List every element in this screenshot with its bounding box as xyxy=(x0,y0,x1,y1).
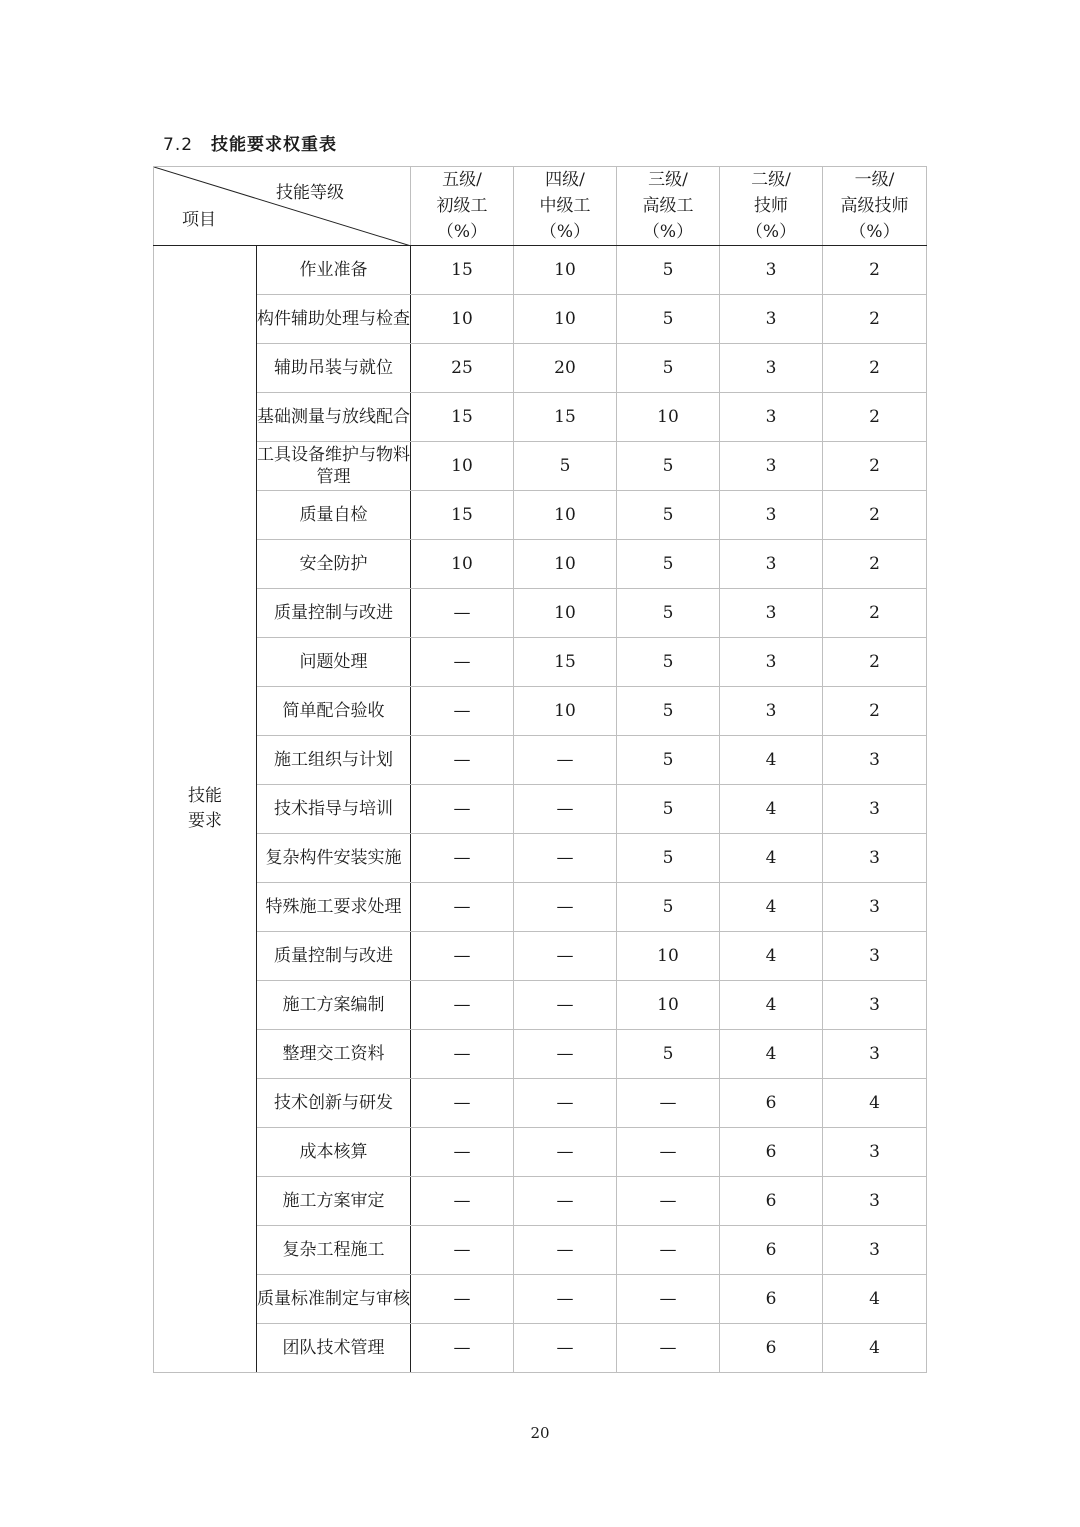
skill-item-cell: 技术创新与研发 xyxy=(257,1079,411,1128)
skill-item-cell: 施工方案编制 xyxy=(257,981,411,1030)
weight-cell: 15 xyxy=(411,491,514,540)
weight-cell: 2 xyxy=(823,540,927,589)
skill-item-cell: 施工方案审定 xyxy=(257,1177,411,1226)
table-row xyxy=(154,1030,927,1079)
table-row xyxy=(154,589,927,638)
weight-cell: — xyxy=(411,785,514,834)
skill-item-cell: 安全防护 xyxy=(257,540,411,589)
weight-cell: — xyxy=(514,932,617,981)
weight-cell: 3 xyxy=(823,785,927,834)
section-title xyxy=(163,130,337,155)
group-label-skill-requirements: 技能 要求 xyxy=(154,246,257,1373)
weight-cell: — xyxy=(514,1226,617,1275)
weight-cell: — xyxy=(411,834,514,883)
skill-item-cell: 质量标准制定与审核 xyxy=(257,1275,411,1324)
weight-cell: 10 xyxy=(514,540,617,589)
weight-cell: 4 xyxy=(720,834,823,883)
skill-item-cell: 复杂构件安装实施 xyxy=(257,834,411,883)
table-row xyxy=(154,540,927,589)
table-row xyxy=(154,393,927,442)
weight-cell: 10 xyxy=(617,932,720,981)
weight-cell: — xyxy=(411,736,514,785)
weight-cell: 2 xyxy=(823,687,927,736)
skill-item-cell: 辅助吊装与就位 xyxy=(257,344,411,393)
weight-cell: 3 xyxy=(823,883,927,932)
weight-cell: — xyxy=(514,1324,617,1373)
skill-item-cell: 施工组织与计划 xyxy=(257,736,411,785)
weight-cell: 4 xyxy=(823,1324,927,1373)
weight-cell: — xyxy=(411,981,514,1030)
header-level-2: 二级/ 技师 （%） xyxy=(720,167,823,246)
table-row xyxy=(154,1079,927,1128)
corner-label-item: 项目 xyxy=(182,210,216,230)
weight-cell: 10 xyxy=(514,687,617,736)
weight-cell: 3 xyxy=(823,1030,927,1079)
weight-cell: 25 xyxy=(411,344,514,393)
weight-cell: 2 xyxy=(823,442,927,491)
weight-cell: 2 xyxy=(823,638,927,687)
weight-cell: 5 xyxy=(617,834,720,883)
weight-cell: — xyxy=(514,1128,617,1177)
weight-cell: 5 xyxy=(617,736,720,785)
weight-cell: — xyxy=(514,981,617,1030)
weight-cell: 3 xyxy=(823,1226,927,1275)
weight-cell: 3 xyxy=(720,442,823,491)
weight-cell: 10 xyxy=(617,981,720,1030)
weight-cell: 4 xyxy=(823,1275,927,1324)
weight-cell: — xyxy=(617,1177,720,1226)
weight-cell: — xyxy=(411,1177,514,1226)
page-number: 20 xyxy=(530,1424,550,1442)
skill-item-cell: 整理交工资料 xyxy=(257,1030,411,1079)
weight-cell: 5 xyxy=(617,246,720,295)
weight-cell: 3 xyxy=(720,687,823,736)
weight-cell: 10 xyxy=(514,491,617,540)
weight-cell: 2 xyxy=(823,393,927,442)
weight-cell: 10 xyxy=(514,295,617,344)
skill-item-cell: 简单配合验收 xyxy=(257,687,411,736)
weight-cell: — xyxy=(617,1324,720,1373)
weight-cell: — xyxy=(411,638,514,687)
table-row xyxy=(154,1226,927,1275)
weight-cell: 10 xyxy=(514,589,617,638)
weight-cell: 10 xyxy=(617,393,720,442)
corner-label-skill-level: 技能等级 xyxy=(276,183,344,203)
weight-cell: 10 xyxy=(514,246,617,295)
weight-cell: 2 xyxy=(823,295,927,344)
weight-cell: 3 xyxy=(823,1177,927,1226)
weight-cell: — xyxy=(514,1030,617,1079)
weight-cell: 4 xyxy=(720,932,823,981)
weight-cell: 3 xyxy=(823,981,927,1030)
table-row xyxy=(154,687,927,736)
weight-cell: 4 xyxy=(720,785,823,834)
weight-cell: 5 xyxy=(617,295,720,344)
weight-cell: — xyxy=(514,1079,617,1128)
weight-cell: 3 xyxy=(720,393,823,442)
weight-cell: 5 xyxy=(514,442,617,491)
skill-item-cell: 技术指导与培训 xyxy=(257,785,411,834)
weight-cell: 4 xyxy=(720,736,823,785)
weight-cell: — xyxy=(617,1128,720,1177)
weight-cell: 10 xyxy=(411,442,514,491)
weight-cell: 2 xyxy=(823,246,927,295)
weight-cell: 6 xyxy=(720,1128,823,1177)
weight-cell: 6 xyxy=(720,1324,823,1373)
weight-cell: 4 xyxy=(823,1079,927,1128)
weight-cell: 3 xyxy=(720,589,823,638)
weight-cell: 4 xyxy=(720,981,823,1030)
weight-cell: 10 xyxy=(411,295,514,344)
weight-cell: 5 xyxy=(617,344,720,393)
table-row xyxy=(154,1128,927,1177)
skill-item-cell: 质量自检 xyxy=(257,491,411,540)
weight-cell: — xyxy=(411,1128,514,1177)
weight-cell: 3 xyxy=(720,540,823,589)
table-row xyxy=(154,883,927,932)
skill-item-cell: 团队技术管理 xyxy=(257,1324,411,1373)
weight-cell: — xyxy=(514,1275,617,1324)
weight-cell: 2 xyxy=(823,344,927,393)
weight-cell: 5 xyxy=(617,442,720,491)
weight-cell: — xyxy=(514,785,617,834)
weight-cell: 6 xyxy=(720,1177,823,1226)
skill-item-cell: 复杂工程施工 xyxy=(257,1226,411,1275)
table-row xyxy=(154,491,927,540)
weight-cell: — xyxy=(411,687,514,736)
weight-cell: 5 xyxy=(617,638,720,687)
skill-item-cell: 质量控制与改进 xyxy=(257,932,411,981)
table-row xyxy=(154,295,927,344)
weight-cell: 4 xyxy=(720,883,823,932)
table-row xyxy=(154,1324,927,1373)
weight-cell: — xyxy=(411,1079,514,1128)
skill-item-cell: 工具设备维护与物料管理 xyxy=(257,442,411,491)
table-row xyxy=(154,785,927,834)
weight-cell: 5 xyxy=(617,687,720,736)
table-row xyxy=(154,736,927,785)
header-corner-cell xyxy=(154,167,411,246)
weight-cell: 6 xyxy=(720,1079,823,1128)
weight-cell: — xyxy=(411,1030,514,1079)
weight-cell: 20 xyxy=(514,344,617,393)
weight-cell: — xyxy=(411,1226,514,1275)
weight-cell: 5 xyxy=(617,540,720,589)
section-heading: 技能要求权重表 xyxy=(211,135,338,155)
header-level-5: 五级/ 初级工 （%） xyxy=(411,167,514,246)
weight-cell: 5 xyxy=(617,491,720,540)
weight-cell: 3 xyxy=(720,638,823,687)
weight-cell: 3 xyxy=(720,344,823,393)
table-row xyxy=(154,246,927,295)
skill-item-cell: 特殊施工要求处理 xyxy=(257,883,411,932)
header-level-1: 一级/ 高级技师 （%） xyxy=(823,167,927,246)
section-number: 7.2 xyxy=(163,135,194,155)
header-row xyxy=(154,167,927,246)
weight-cell: — xyxy=(617,1079,720,1128)
header-level-4: 四级/ 中级工 （%） xyxy=(514,167,617,246)
weight-cell: — xyxy=(411,932,514,981)
weight-cell: — xyxy=(411,883,514,932)
weight-cell: 5 xyxy=(617,883,720,932)
table-row xyxy=(154,638,927,687)
skill-item-cell: 构件辅助处理与检查 xyxy=(257,295,411,344)
weight-cell: — xyxy=(514,736,617,785)
weight-cell: 15 xyxy=(514,393,617,442)
weight-cell: — xyxy=(514,834,617,883)
weight-cell: 5 xyxy=(617,589,720,638)
weight-cell: 5 xyxy=(617,785,720,834)
table-row xyxy=(154,344,927,393)
weight-cell: — xyxy=(411,1275,514,1324)
skill-item-cell: 问题处理 xyxy=(257,638,411,687)
weight-cell: 2 xyxy=(823,589,927,638)
weight-cell: 4 xyxy=(720,1030,823,1079)
weight-cell: 3 xyxy=(823,834,927,883)
table-row xyxy=(154,932,927,981)
weight-cell: 3 xyxy=(823,736,927,785)
weight-cell: — xyxy=(617,1226,720,1275)
weight-cell: 6 xyxy=(720,1275,823,1324)
weight-cell: 15 xyxy=(411,393,514,442)
weight-cell: 3 xyxy=(720,246,823,295)
weight-cell: — xyxy=(411,1324,514,1373)
weight-cell: 6 xyxy=(720,1226,823,1275)
skill-item-cell: 质量控制与改进 xyxy=(257,589,411,638)
weight-cell: — xyxy=(617,1275,720,1324)
weight-cell: 3 xyxy=(823,932,927,981)
table-row xyxy=(154,1275,927,1324)
header-level-3: 三级/ 高级工 （%） xyxy=(617,167,720,246)
table-row xyxy=(154,981,927,1030)
weight-cell: — xyxy=(514,1177,617,1226)
weight-cell: 3 xyxy=(823,1128,927,1177)
skill-item-cell: 基础测量与放线配合 xyxy=(257,393,411,442)
weight-cell: — xyxy=(514,883,617,932)
weight-cell: 15 xyxy=(514,638,617,687)
table-row xyxy=(154,442,927,491)
table-row xyxy=(154,1177,927,1226)
table-row xyxy=(154,834,927,883)
weight-cell: 2 xyxy=(823,491,927,540)
weight-cell: 15 xyxy=(411,246,514,295)
skill-weight-table xyxy=(153,166,927,1373)
skill-item-cell: 作业准备 xyxy=(257,246,411,295)
weight-cell: 10 xyxy=(411,540,514,589)
skill-item-cell: 成本核算 xyxy=(257,1128,411,1177)
weight-cell: — xyxy=(411,589,514,638)
table-body xyxy=(154,246,927,1373)
weight-cell: 3 xyxy=(720,491,823,540)
weight-cell: 5 xyxy=(617,1030,720,1079)
weight-cell: 3 xyxy=(720,295,823,344)
